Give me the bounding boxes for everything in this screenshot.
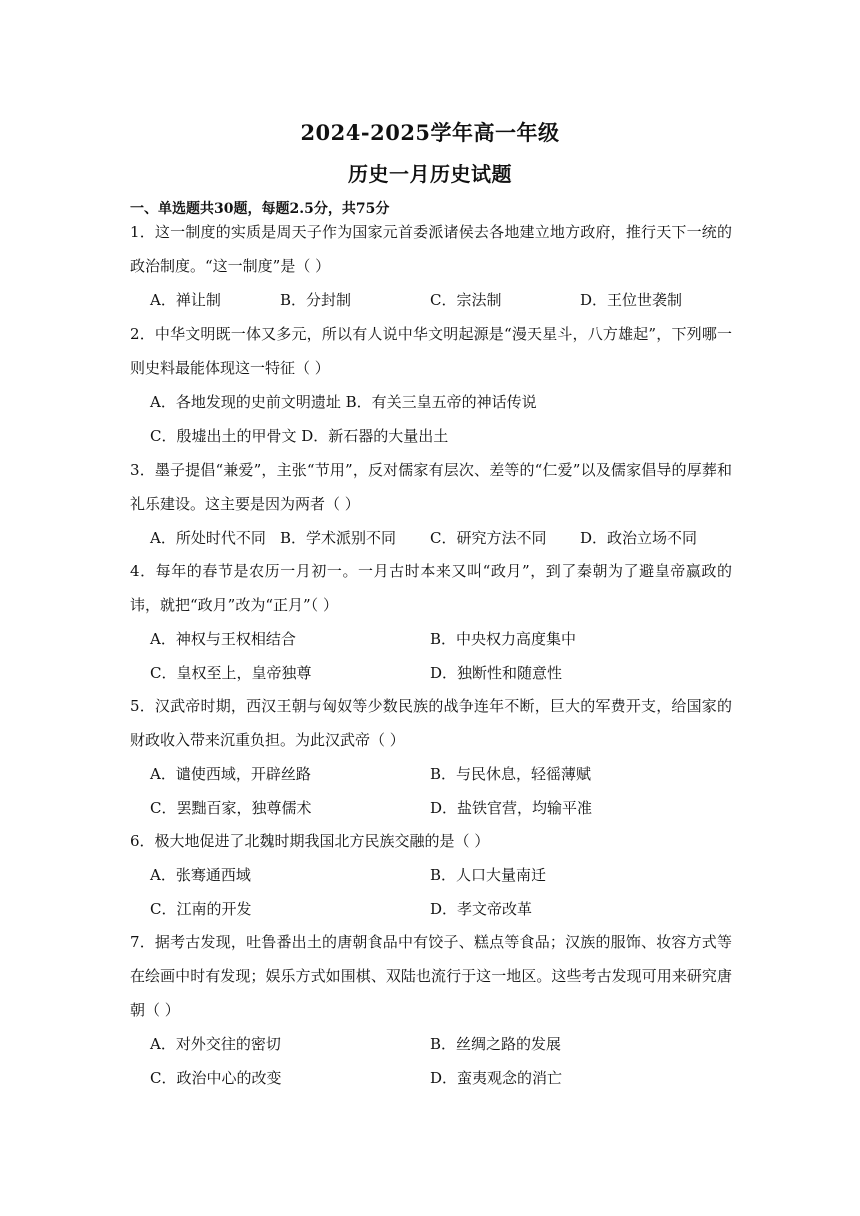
question-stem: 4．每年的春节是农历一月初一。一月古时本来又叫“政月”，到了秦朝为了避皇帝嬴政的讳，就把“政月”改为“正月”（ ）	[130, 562, 732, 614]
option-d: D．王位世袭制	[580, 291, 683, 309]
option-a: A．禅让制	[150, 291, 221, 309]
option-a-b: A．各地发现的史前文明遗址 B．有关三皇五帝的神话传说	[150, 393, 537, 411]
option-b: B．丝绸之路的发展	[430, 1035, 562, 1053]
option-d: D．独断性和随意性	[430, 664, 563, 682]
question-options	[130, 521, 732, 555]
option-a: A．谴使西域，开辟丝路	[150, 765, 311, 783]
option-c: C．江南的开发	[150, 900, 252, 918]
question-options	[130, 1061, 732, 1095]
question-4	[130, 554, 732, 690]
option-c: C．罢黜百家，独尊儒术	[150, 799, 312, 817]
option-a: A．对外交往的密切	[150, 1035, 281, 1053]
question-options	[130, 656, 732, 690]
option-c: C．宗法制	[430, 291, 502, 309]
option-a: A．神权与王权相结合	[150, 630, 296, 648]
question-stem: 2．中华文明既一体又多元，所以有人说中华文明起源是“漫天星斗，八方雄起”，下列哪一则史料最能体现这一特征（ ）	[130, 325, 732, 377]
option-c-d: C．殷墟出土的甲骨文 D．新石器的大量出土	[150, 427, 449, 445]
question-stem: 3．墨子提倡“兼爱”，主张“节用”，反对儒家有层次、差等的“仁爱”以及儒家倡导的厚葬和礼乐建设。这主要是因为两者（ ）	[130, 461, 732, 513]
option-c: C．政治中心的改变	[150, 1069, 282, 1087]
question-options	[130, 1027, 732, 1061]
question-options	[130, 757, 732, 791]
option-b: B．与民休息，轻徭薄赋	[430, 765, 592, 783]
option-d: D．政治立场不同	[580, 529, 698, 547]
option-c: C．研究方法不同	[430, 529, 547, 547]
exam-title: 2024-2025学年高一年级	[300, 120, 560, 145]
option-d: D．盐铁官营，均输平准	[430, 799, 593, 817]
question-stem: 7．据考古发现，吐鲁番出土的唐朝食品中有饺子、糕点等食品；汉族的服饰、妆容方式等在绘画中时有发现；娱乐方式如围棋、双陆也流行于这一地区。这些考古发现可用来研究唐朝（ ）	[130, 933, 732, 1019]
question-options	[130, 791, 732, 825]
exam-subtitle: 历史一月历史试题	[348, 162, 512, 186]
question-3	[130, 453, 732, 555]
option-a: A．张骞通西域	[150, 866, 251, 884]
question-7	[130, 925, 732, 1095]
question-options	[130, 283, 732, 317]
option-b: B．人口大量南迁	[430, 866, 547, 884]
question-stem: 6．极大地促进了北魏时期我国北方民族交融的是（ ）	[130, 832, 490, 850]
question-6	[130, 824, 732, 926]
option-a: A．所处时代不同	[150, 529, 266, 547]
option-d: D．孝文帝改革	[430, 900, 533, 918]
question-options	[130, 622, 732, 656]
option-b: B．学术派别不同	[280, 529, 397, 547]
question-5	[130, 689, 732, 825]
section-heading: 一、单选题共30题，每题2.5分，共75分	[130, 201, 390, 217]
question-options	[130, 858, 732, 892]
option-b: B．分封制	[280, 291, 352, 309]
question-stem: 1．这一制度的实质是周天子作为国家元首委派诸侯去各地建立地方政府，推行天下一统的政治制度。“这一制度”是（ ）	[130, 223, 732, 275]
question-2	[130, 317, 732, 453]
question-options	[130, 892, 732, 926]
option-d: D．蛮夷观念的消亡	[430, 1069, 563, 1087]
question-stem: 5．汉武帝时期，西汉王朝与匈奴等少数民族的战争连年不断，巨大的军费开支，给国家的财政收入带来沉重负担。为此汉武帝（ ）	[130, 697, 732, 749]
question-1	[130, 215, 732, 317]
option-b: B．中央权力高度集中	[430, 630, 577, 648]
option-c: C．皇权至上，皇帝独尊	[150, 664, 312, 682]
